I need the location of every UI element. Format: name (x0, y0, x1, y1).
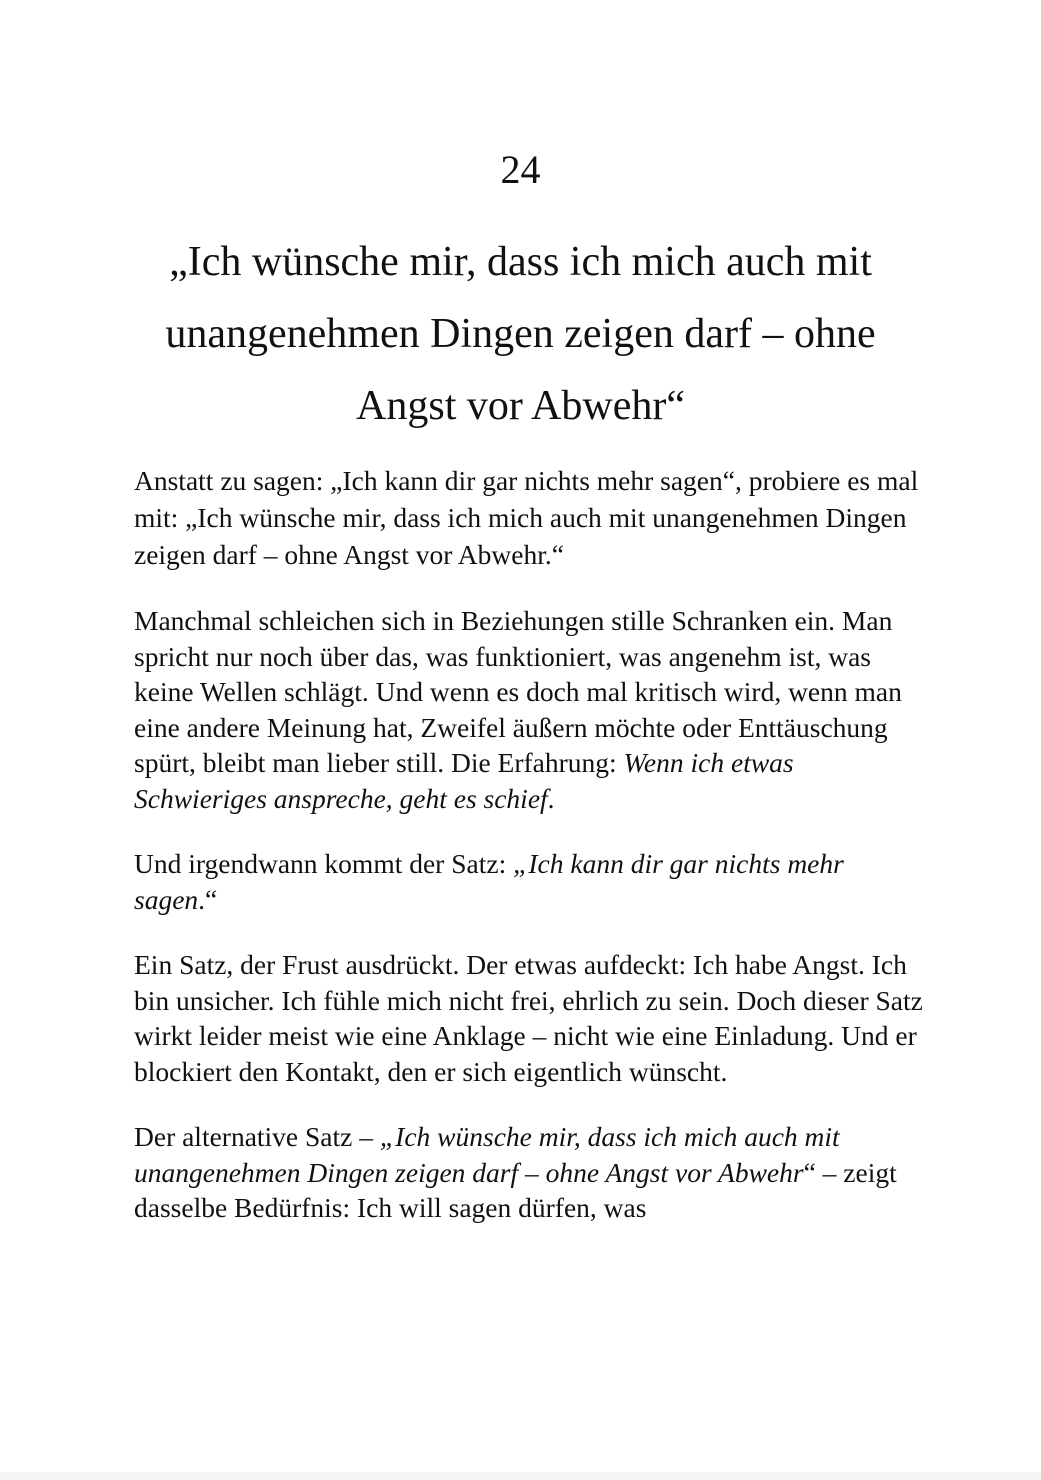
paragraph-the-sentence (134, 846, 924, 917)
text-segment: Anstatt zu sagen: „Ich kann dir gar nichts mehr sagen“, probiere es mal mit: „Ich wünsche mir, dass ich mich auch mit unangenehmen Dingen zeigen darf – ohne Angst vor Abwehr.“ (134, 465, 919, 570)
chapter-number: 24 (500, 147, 541, 192)
text-segment: Manchmal schleichen sich in Beziehungen stille Schranken ein. Man spricht nur noch über das, was funktioniert, was angenehm ist, was keine Wellen schlägt. Und wenn es doch mal kritisch wird, wenn man eine andere Meinung hat, Zweifel äußern möchte oder Enttäuschung spürt, bleibt man lieber still. Die Erfahrung: (134, 605, 902, 778)
text-segment-italic: Wenn ich etwas Schwieriges anspreche, geht es schief (134, 747, 794, 814)
chapter-body (134, 462, 924, 1256)
paragraph-frustration (134, 947, 924, 1089)
text-segment: . (547, 782, 555, 814)
text-segment: “ – zeigt dasselbe Bedürfnis: Ich will sagen dürfen, was (134, 1156, 897, 1223)
page-bottom-edge (0, 1472, 1041, 1480)
text-segment-italic: „Ich wünsche mir, dass ich mich auch mit unangenehmen Dingen zeigen darf – ohne Angst vor Abwehr (134, 1121, 840, 1188)
paragraph-intro (134, 462, 924, 573)
text-segment: Ein Satz, der Frust ausdrückt. Der etwas aufdeckt: Ich habe Angst. Ich bin unsicher. Ich fühle mich nicht frei, ehrlich zu sein. Doch dieser Satz wirkt leider meist wie eine Anklage – nicht wie eine Einladung. Und er blockiert den Kontakt, den er sich eigentlich wünscht. (134, 949, 923, 1087)
paragraph-silent-barriers (134, 603, 924, 816)
text-segment: .“ (198, 883, 218, 915)
text-segment: Und irgendwann kommt der Satz: (134, 848, 514, 879)
text-segment: Der alternative Satz – (134, 1121, 380, 1152)
text-segment-italic: „Ich kann dir gar nichts mehr sagen (134, 848, 844, 915)
paragraph-alternative (134, 1119, 924, 1226)
chapter-title: „Ich wünsche mir, dass ich mich auch mit unangenehmen Dingen zeigen darf – ohne Angst vor Abwehr“ (165, 239, 876, 429)
